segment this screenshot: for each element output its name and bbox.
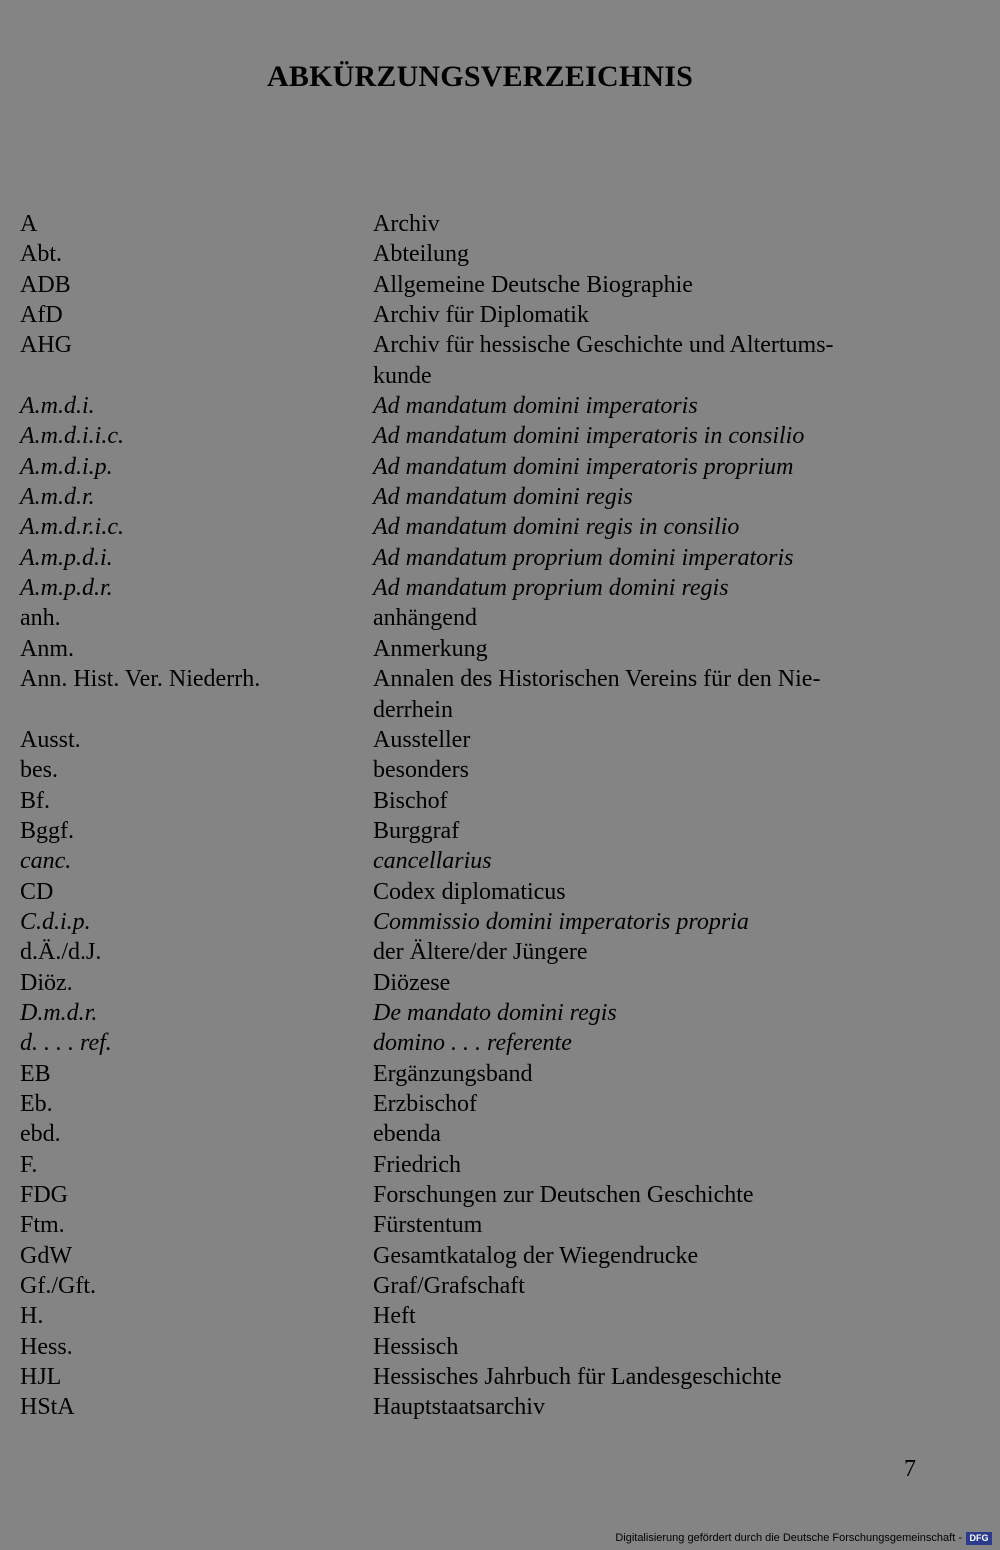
abbreviation-term: HStA bbox=[20, 1394, 75, 1421]
abbreviation-term: HJL bbox=[20, 1364, 62, 1391]
abbreviation-entry bbox=[20, 998, 940, 1028]
abbreviation-entry bbox=[20, 391, 940, 421]
abbreviation-entry bbox=[20, 330, 940, 391]
abbreviation-entry bbox=[20, 209, 940, 239]
abbreviation-entry bbox=[20, 755, 940, 785]
abbreviation-entry bbox=[20, 239, 940, 269]
abbreviation-entry bbox=[20, 482, 940, 512]
abbreviation-term: F. bbox=[20, 1151, 38, 1178]
abbreviation-expansion: Burggraf bbox=[373, 817, 460, 844]
abbreviation-term: Ausst. bbox=[20, 726, 81, 753]
abbreviation-entry bbox=[20, 1180, 940, 1210]
abbreviation-entry bbox=[20, 1210, 940, 1240]
abbreviation-term: CD bbox=[20, 878, 54, 905]
abbreviation-expansion: Hessisches Jahrbuch für Landesgeschichte bbox=[373, 1364, 782, 1391]
abbreviation-entry bbox=[20, 907, 940, 937]
abbreviation-expansion: Ad mandatum domini regis bbox=[373, 484, 633, 511]
abbreviation-term: AfD bbox=[20, 302, 63, 329]
abbreviation-term: canc. bbox=[20, 848, 72, 875]
abbreviation-entry bbox=[20, 300, 940, 330]
abbreviation-expansion: Bischof bbox=[373, 787, 448, 814]
abbreviation-term: EB bbox=[20, 1060, 51, 1087]
abbreviation-term: FDG bbox=[20, 1182, 69, 1208]
abbreviation-term: A bbox=[20, 211, 38, 237]
abbreviation-entry bbox=[20, 1362, 940, 1392]
abbreviation-term: Abt. bbox=[20, 241, 62, 268]
abbreviation-entry bbox=[20, 1089, 940, 1119]
abbreviation-expansion: Ad mandatum proprium domini regis bbox=[373, 575, 729, 602]
abbreviation-entry bbox=[20, 1119, 940, 1149]
abbreviation-entry bbox=[20, 1028, 940, 1058]
abbreviation-term: d.Ä./d.J. bbox=[20, 939, 102, 966]
abbreviation-expansion: Anmerkung bbox=[373, 635, 488, 662]
abbreviation-term: Hess. bbox=[20, 1333, 73, 1360]
abbreviation-expansion: Diözese bbox=[373, 969, 451, 996]
abbreviation-entry bbox=[20, 270, 940, 300]
abbreviation-term: Diöz. bbox=[20, 969, 73, 996]
abbreviation-term: bes. bbox=[20, 757, 58, 784]
abbreviation-term: d. . . . ref. bbox=[20, 1030, 112, 1057]
abbreviation-term: AHG bbox=[20, 332, 72, 359]
abbreviation-term: GdW bbox=[20, 1242, 72, 1269]
abbreviation-entry bbox=[20, 421, 940, 451]
abbreviation-term: D.m.d.r. bbox=[20, 999, 98, 1026]
page-title: ABKÜRZUNGSVERZEICHNIS bbox=[267, 60, 693, 93]
abbreviation-term: Gf./Gft. bbox=[20, 1273, 96, 1300]
abbreviation-term: Bggf. bbox=[20, 817, 74, 844]
abbreviation-expansion: cancellarius bbox=[373, 848, 492, 875]
dfg-logo-icon: DFG bbox=[966, 1532, 992, 1545]
abbreviation-term: H. bbox=[20, 1303, 44, 1330]
abbreviation-expansion: Archiv bbox=[373, 211, 440, 237]
abbreviation-term: Eb. bbox=[20, 1090, 53, 1117]
abbreviation-term: A.m.d.i.i.c. bbox=[20, 423, 124, 450]
abbreviation-expansion: Aussteller bbox=[373, 726, 471, 753]
abbreviation-entry bbox=[20, 1241, 940, 1271]
abbreviation-expansion: besonders bbox=[373, 757, 469, 784]
abbreviation-expansion: Erzbischof bbox=[373, 1090, 477, 1117]
abbreviation-entry bbox=[20, 573, 940, 603]
abbreviation-term: Bf. bbox=[20, 787, 50, 814]
abbreviation-term: ebd. bbox=[20, 1121, 61, 1148]
abbreviation-expansion: anhängend bbox=[373, 605, 477, 632]
abbreviation-expansion: Codex diplomaticus bbox=[373, 878, 566, 905]
abbreviation-expansion: Hauptstaatsarchiv bbox=[373, 1394, 545, 1421]
abbreviation-expansion: Ad mandatum domini regis in consilio bbox=[373, 514, 740, 541]
abbreviation-expansion: Annalen des Historischen Vereins für den Nie- derrhein bbox=[373, 666, 821, 723]
abbreviation-expansion: Friedrich bbox=[373, 1151, 461, 1178]
abbreviation-entry bbox=[20, 937, 940, 967]
abbreviation-entry bbox=[20, 877, 940, 907]
abbreviation-term: A.m.p.d.i. bbox=[20, 544, 113, 571]
abbreviation-entry bbox=[20, 664, 940, 725]
abbreviation-term: ADB bbox=[20, 271, 71, 298]
abbreviation-list bbox=[20, 209, 940, 1423]
abbreviation-entry bbox=[20, 603, 940, 633]
abbreviation-expansion: ebenda bbox=[373, 1121, 441, 1148]
abbreviation-term: A.m.p.d.r. bbox=[20, 575, 113, 602]
abbreviation-expansion: der Ältere/der Jüngere bbox=[373, 939, 588, 966]
abbreviation-term: Ann. Hist. Ver. Niederrh. bbox=[20, 666, 261, 693]
abbreviation-entry bbox=[20, 846, 940, 876]
abbreviation-expansion: Forschungen zur Deutschen Geschichte bbox=[373, 1182, 754, 1208]
page-number: 7 bbox=[904, 1456, 916, 1482]
abbreviation-term: Ftm. bbox=[20, 1212, 65, 1239]
abbreviation-entry bbox=[20, 786, 940, 816]
abbreviation-expansion: Archiv für hessische Geschichte und Altertums- kunde bbox=[373, 332, 834, 389]
abbreviation-entry bbox=[20, 512, 940, 542]
abbreviation-expansion: Graf/Grafschaft bbox=[373, 1273, 525, 1300]
abbreviation-entry bbox=[20, 543, 940, 573]
abbreviation-expansion: Ad mandatum domini imperatoris in consilio bbox=[373, 423, 805, 450]
abbreviation-term: Anm. bbox=[20, 635, 74, 662]
abbreviation-term: A.m.d.i.p. bbox=[20, 453, 113, 480]
abbreviation-entry bbox=[20, 816, 940, 846]
abbreviation-expansion: Allgemeine Deutsche Biographie bbox=[373, 271, 693, 298]
abbreviation-entry bbox=[20, 1301, 940, 1331]
abbreviation-entry bbox=[20, 452, 940, 482]
abbreviation-expansion: Gesamtkatalog der Wiegendrucke bbox=[373, 1242, 699, 1269]
abbreviation-entry bbox=[20, 1392, 940, 1422]
abbreviation-expansion: Abteilung bbox=[373, 241, 469, 268]
abbreviation-expansion: Ad mandatum domini imperatoris bbox=[373, 393, 698, 420]
abbreviation-entry bbox=[20, 1150, 940, 1180]
abbreviation-expansion: Ergänzungsband bbox=[373, 1060, 533, 1087]
abbreviation-entry bbox=[20, 1059, 940, 1089]
abbreviation-entry bbox=[20, 725, 940, 755]
abbreviation-expansion: Ad mandatum proprium domini imperatoris bbox=[373, 544, 794, 571]
abbreviation-expansion: De mandato domini regis bbox=[373, 999, 617, 1026]
abbreviation-expansion: Commissio domini imperatoris propria bbox=[373, 908, 749, 935]
abbreviation-entry bbox=[20, 1332, 940, 1362]
abbreviation-expansion: Hessisch bbox=[373, 1333, 459, 1360]
footer-credit: Digitalisierung gefördert durch die Deutsche Forschungsgemeinschaft - bbox=[615, 1532, 962, 1544]
abbreviation-entry bbox=[20, 634, 940, 664]
abbreviation-expansion: Heft bbox=[373, 1303, 416, 1330]
abbreviation-entry bbox=[20, 1271, 940, 1301]
abbreviation-expansion: Ad mandatum domini imperatoris proprium bbox=[373, 453, 794, 480]
abbreviation-expansion: Fürstentum bbox=[373, 1212, 483, 1239]
abbreviation-expansion: domino . . . referente bbox=[373, 1030, 572, 1057]
abbreviation-term: anh. bbox=[20, 605, 61, 632]
abbreviation-expansion: Archiv für Diplomatik bbox=[373, 302, 589, 329]
abbreviation-term: A.m.d.r. bbox=[20, 484, 95, 511]
abbreviation-term: C.d.i.p. bbox=[20, 908, 91, 935]
abbreviation-term: A.m.d.r.i.c. bbox=[20, 514, 124, 541]
abbreviation-term: A.m.d.i. bbox=[20, 393, 95, 420]
abbreviation-entry bbox=[20, 968, 940, 998]
